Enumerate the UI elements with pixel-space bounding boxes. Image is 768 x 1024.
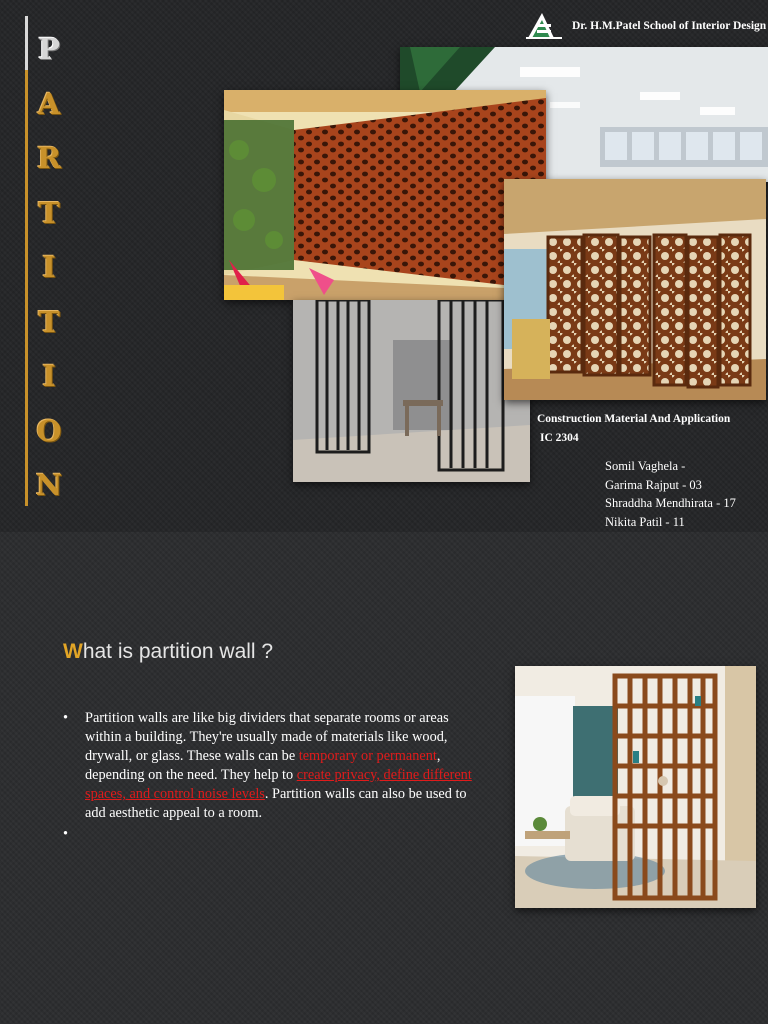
list-item [63,709,483,823]
team-member: Somil Vaghela - [605,459,686,473]
school-header [524,10,768,40]
course-title: Construction Material And Application [537,413,731,425]
slide-heading [63,640,273,664]
metal-screen-photo [293,300,530,482]
title-letter: P [38,32,60,66]
heading-text: hat is partition wall ? [82,640,274,663]
living-room-partition-photo [515,666,756,908]
title-letter: I [42,250,56,284]
title-letter: A [37,86,61,121]
bullet-icon: • [63,710,69,726]
team-members-list [605,457,736,531]
paragraph-text: , depending on the need. They help to [85,748,441,783]
school-logo-icon [524,10,564,40]
list-item-empty [63,825,483,844]
vertical-title [34,22,64,513]
title-letter: I [42,359,56,393]
title-letter: T [38,195,60,230]
team-member: Shraddha Mendhirata - 17 [605,496,736,511]
heading-initial: W [63,640,83,663]
title-letter: N [35,468,63,502]
school-name: Dr. H.M.Patel School of Interior Design [572,20,767,32]
course-code: IC 2304 [540,432,579,444]
title-letter: O [36,413,62,448]
vertical-accent-bar [25,16,28,506]
bullet-icon: • [63,826,69,842]
highlight-text: temporary or permanent [298,748,437,764]
team-member: Garima Rajput - 03 [605,477,702,492]
carved-wood-screen-photo [504,179,766,400]
definition-list [63,709,483,844]
paragraph-text: Partition walls are like big dividers that separate rooms or areas within a building. They're usually made of materials like wood, drywall, or glass. These walls can be [85,710,449,764]
vertical-accent-bar-top [25,16,28,70]
highlight-link[interactable]: create privacy, define different spaces, and control noise levels [85,767,472,802]
title-letter: R [36,141,62,175]
paragraph-text: . Partition walls can also be used to add aesthetic appeal to a room. [85,786,467,821]
brick-partition-photo [224,90,546,300]
team-member: Nikita Patil - 11 [605,514,685,529]
title-letter: T [38,304,60,339]
